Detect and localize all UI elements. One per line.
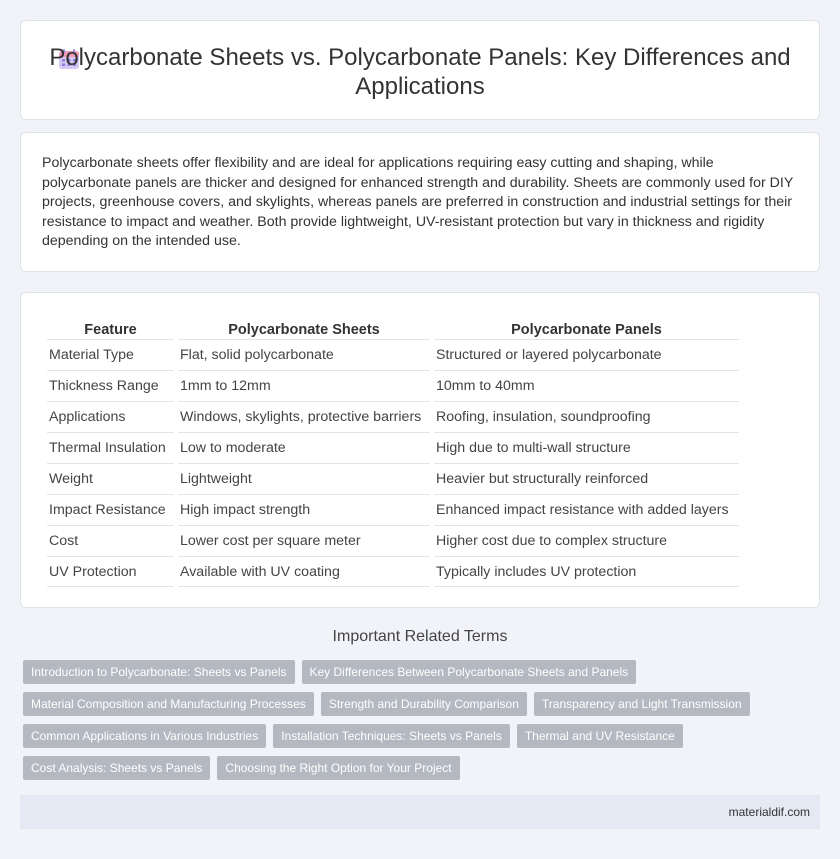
feature-cell: Weight — [47, 463, 174, 494]
feature-cell: Applications — [47, 401, 174, 432]
table-row — [47, 556, 739, 587]
table-row — [47, 401, 739, 432]
feature-cell: Cost — [47, 525, 174, 556]
sheets-cell: Low to moderate — [178, 432, 430, 463]
panels-cell: Higher cost due to complex structure — [434, 525, 739, 556]
related-term-tag[interactable]: Material Composition and Manufacturing Processes — [23, 692, 314, 716]
sheets-cell: Lightweight — [178, 463, 430, 494]
panels-cell: Structured or layered polycarbonate — [434, 339, 739, 370]
related-term-tag[interactable]: Common Applications in Various Industries — [23, 724, 266, 748]
feature-cell: Impact Resistance — [47, 494, 174, 525]
title-card — [20, 20, 820, 120]
intro-card — [20, 132, 820, 272]
comparison-table — [43, 315, 743, 587]
panels-cell: 10mm to 40mm — [434, 370, 739, 401]
panels-cell: Typically includes UV protection — [434, 556, 739, 587]
panels-cell: Roofing, insulation, soundproofing — [434, 401, 739, 432]
related-terms-list — [23, 660, 793, 780]
related-term-tag[interactable]: Installation Techniques: Sheets vs Panels — [273, 724, 510, 748]
table-row — [47, 339, 739, 370]
header-panels: Polycarbonate Panels — [511, 322, 662, 338]
intro-paragraph: Polycarbonate sheets offer flexibility and are ideal for applications requiring easy cutting and shaping, while polycarbonate panels are thicker and designed for enhanced strength and durability. Sheets are commonly used for DIY projects, greenhouse covers, and skylights, whereas panels are preferred in construction and industrial settings for their resistance to impact and weather. Both provide lightweight, UV-resistant protection but vary in thickness and rigidity depending on the intended use. — [42, 155, 794, 250]
feature-cell: UV Protection — [47, 556, 174, 587]
related-term-tag[interactable]: Thermal and UV Resistance — [517, 724, 683, 748]
table-row — [47, 463, 739, 494]
related-term-tag[interactable]: Strength and Durability Comparison — [321, 692, 527, 716]
feature-cell: Material Type — [47, 339, 174, 370]
sheets-cell: Flat, solid polycarbonate — [178, 339, 430, 370]
sheets-cell: Windows, skylights, protective barriers — [178, 401, 430, 432]
footer-site-link[interactable]: materialdif.com — [728, 805, 810, 819]
page-title: Polycarbonate Sheets vs. Polycarbonate Panels: Key Differences and Applications — [49, 44, 791, 100]
sheets-cell: Lower cost per square meter — [178, 525, 430, 556]
table-row — [47, 525, 739, 556]
sheets-cell: 1mm to 12mm — [178, 370, 430, 401]
related-term-tag[interactable]: Key Differences Between Polycarbonate Sheets and Panels — [302, 660, 637, 684]
panels-cell: Enhanced impact resistance with added layers — [434, 494, 739, 525]
related-term-tag[interactable]: Transparency and Light Transmission — [534, 692, 750, 716]
feature-cell: Thermal Insulation — [47, 432, 174, 463]
related-term-tag[interactable]: Introduction to Polycarbonate: Sheets vs Panels — [23, 660, 295, 684]
table-row — [47, 494, 739, 525]
sheets-cell: Available with UV coating — [178, 556, 430, 587]
feature-cell: Thickness Range — [47, 370, 174, 401]
panels-cell: Heavier but structurally reinforced — [434, 463, 739, 494]
header-sheets: Polycarbonate Sheets — [228, 322, 380, 338]
footer — [20, 795, 820, 829]
comparison-card — [20, 292, 820, 608]
table-header-row — [47, 315, 739, 339]
related-term-tag[interactable]: Choosing the Right Option for Your Project — [217, 756, 459, 780]
related-term-tag[interactable]: Cost Analysis: Sheets vs Panels — [23, 756, 210, 780]
table-row — [47, 370, 739, 401]
header-feature: Feature — [84, 322, 137, 338]
sheets-cell: High impact strength — [178, 494, 430, 525]
panels-cell: High due to multi-wall structure — [434, 432, 739, 463]
table-row — [47, 432, 739, 463]
related-terms-heading: Important Related Terms — [332, 628, 508, 645]
